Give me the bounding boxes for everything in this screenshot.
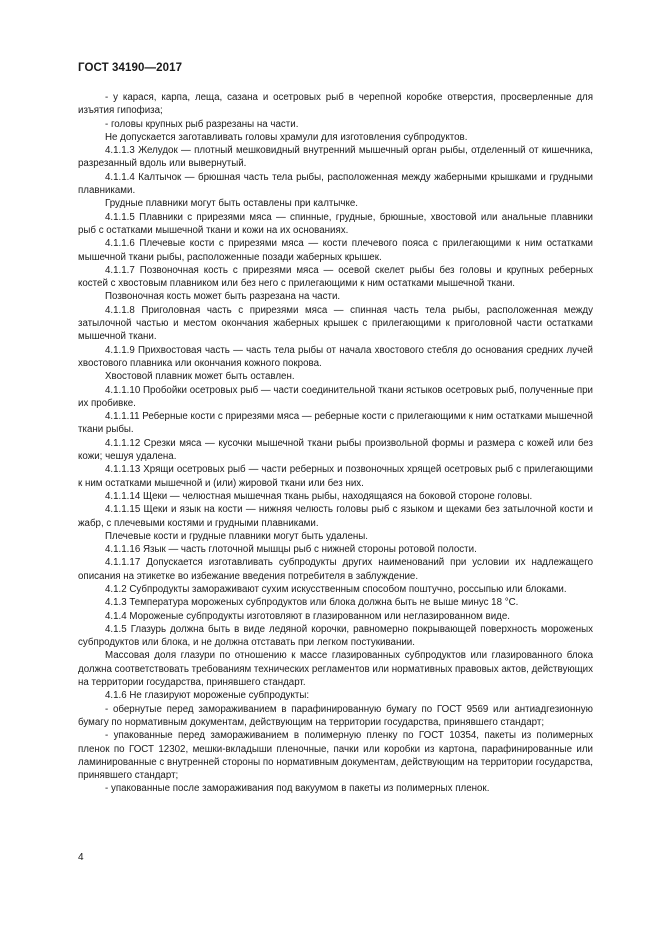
paragraph: - обернутые перед замораживанием в парафинированную бумагу по ГОСТ 9569 или антиадгезионную бумагу по нормативным документам, действующим на территории государства, принявшего стандарт; [78, 703, 593, 728]
paragraph: - упакованные перед замораживанием в полимерную пленку по ГОСТ 10354, пакеты из полимерных пленок по ГОСТ 12302, мешки-вкладыши пленочные, пачки или коробки из картона, парафинированные или ламинированные с внутренней стороны по нормативным документам, действующим на территории государства, принявшего стандарт; [78, 730, 593, 782]
paragraph: 4.1.1.12 Срезки мяса — кусочки мышечной ткани рыбы произвольной формы и размера с кожей или без кожи; чешуя удалена. [78, 437, 593, 463]
paragraph: 4.1.1.7 Позвоночная кость с прирезями мяса — осевой скелет рыбы без головы и крупных реберных костей с хвостовым плавником или без него с прилегающими к ним остатками мышечной ткани. [78, 264, 593, 290]
paragraph: 4.1.1.8 Приголовная часть с прирезями мяса — спинная часть тела рыбы, расположенная между затылочной частью и местом окончания жаберных крышек с прилегающими к приголовной части остатками мышечной ткани. [78, 304, 593, 343]
paragraph: 4.1.1.11 Реберные кости с прирезями мяса — реберные кости с прилегающими к ним остатками мышечной ткани рыбы. [78, 411, 593, 436]
paragraph: 4.1.1.13 Хрящи осетровых рыб — части реберных и позвоночных хрящей осетровых рыб с прилегающими к ним остатками мышечной и (или) жировой ткани или без них. [78, 464, 593, 489]
standard-header: ГОСТ 34190—2017 [78, 62, 183, 74]
paragraph: 4.1.3 Температура мороженых субпродуктов или блока должна быть не выше минус 18 °С. [105, 597, 519, 609]
paragraph: Не допускается заготавливать головы храмули для изготовления субпродуктов. [105, 131, 468, 143]
paragraph: 4.1.5 Глазурь должна быть в виде ледяной корочки, равномерно покрывающей поверхность мороженых субпродуктов или блока, и не должна отставать при легком постукивании. [78, 623, 593, 649]
page-number: 4 [78, 852, 84, 863]
paragraph: Хвостовой плавник может быть оставлен. [105, 371, 295, 383]
paragraph: 4.1.1.17 Допускается изготавливать субпродукты других наименований при условии их надлежащего описания на этикетке во избежание введения потребителя в заблуждение. [78, 557, 593, 582]
paragraph: 4.1.1.5 Плавники с прирезями мяса — спинные, грудные, брюшные, хвостовой или анальные плавники рыб с остатками мышечной ткани и кожи на их основаниях. [78, 211, 593, 236]
document-body [78, 91, 593, 796]
paragraph: 4.1.1.3 Желудок — плотный мешковидный внутренний мышечный орган рыбы, отделенный от кишечника, разрезанный вдоль или вывернутый. [78, 145, 593, 170]
paragraph: 4.1.1.9 Прихвостовая часть — часть тела рыбы от начала хвостового стебля до основания средних лучей хвостового плавника или окончания кожного покрова. [78, 344, 593, 369]
paragraph: 4.1.1.10 Пробойки осетровых рыб — части соединительной ткани ястыков осетровых рыб, полученные при их пробивке. [78, 384, 593, 409]
paragraph: 4.1.4 Мороженые субпродукты изготовляют в глазированном или неглазированном виде. [105, 610, 511, 622]
paragraph: - упакованные после замораживания под вакуумом в пакеты из полимерных пленок. [105, 783, 490, 795]
paragraph: 4.1.2 Субпродукты замораживают сухим искусственным способом поштучно, россыпью или блоками. [105, 583, 567, 595]
paragraph: - у карася, карпа, леща, сазана и осетровых рыб в черепной коробке отверстия, просверленные для изъятия гипофиза; [78, 92, 593, 117]
paragraph: Массовая доля глазури по отношению к массе глазированных субпродуктов или глазированного блока должна соответствовать требованиям технических регламентов или нормативных правовых актов, действующих на территории государства, принявшего стандарт. [78, 650, 593, 689]
paragraph: 4.1.1.6 Плечевые кости с прирезями мяса — кости плечевого пояса с прилегающими к ним остатками мышечной ткани рыбы, расположенные позади жаберных крышек. [78, 238, 593, 263]
paragraph: 4.1.1.15 Щеки и язык на кости — нижняя челюсть головы рыб с языком и щеками без затылочной кости и жабр, с плечевыми костями и грудными плавниками. [78, 504, 593, 529]
paragraph: 4.1.1.16 Язык — часть глоточной мышцы рыб с нижней стороны ротовой полости. [105, 544, 477, 556]
paragraph: 4.1.1.4 Калтычок — брюшная часть тела рыбы, расположенная между жаберными крышками и грудными плавниками. [78, 171, 593, 197]
paragraph: Грудные плавники могут быть оставлены при калтычке. [105, 198, 358, 210]
paragraph: 4.1.1.14 Щеки — челюстная мышечная ткань рыбы, находящаяся на боковой стороне головы. [105, 490, 533, 502]
paragraph: 4.1.6 Не глазируют мороженые субпродукты: [105, 690, 310, 702]
paragraph: Плечевые кости и грудные плавники могут быть удалены. [105, 530, 368, 542]
paragraph: - головы крупных рыб разрезаны на части. [105, 118, 299, 130]
paragraph: Позвоночная кость может быть разрезана на части. [105, 291, 341, 303]
